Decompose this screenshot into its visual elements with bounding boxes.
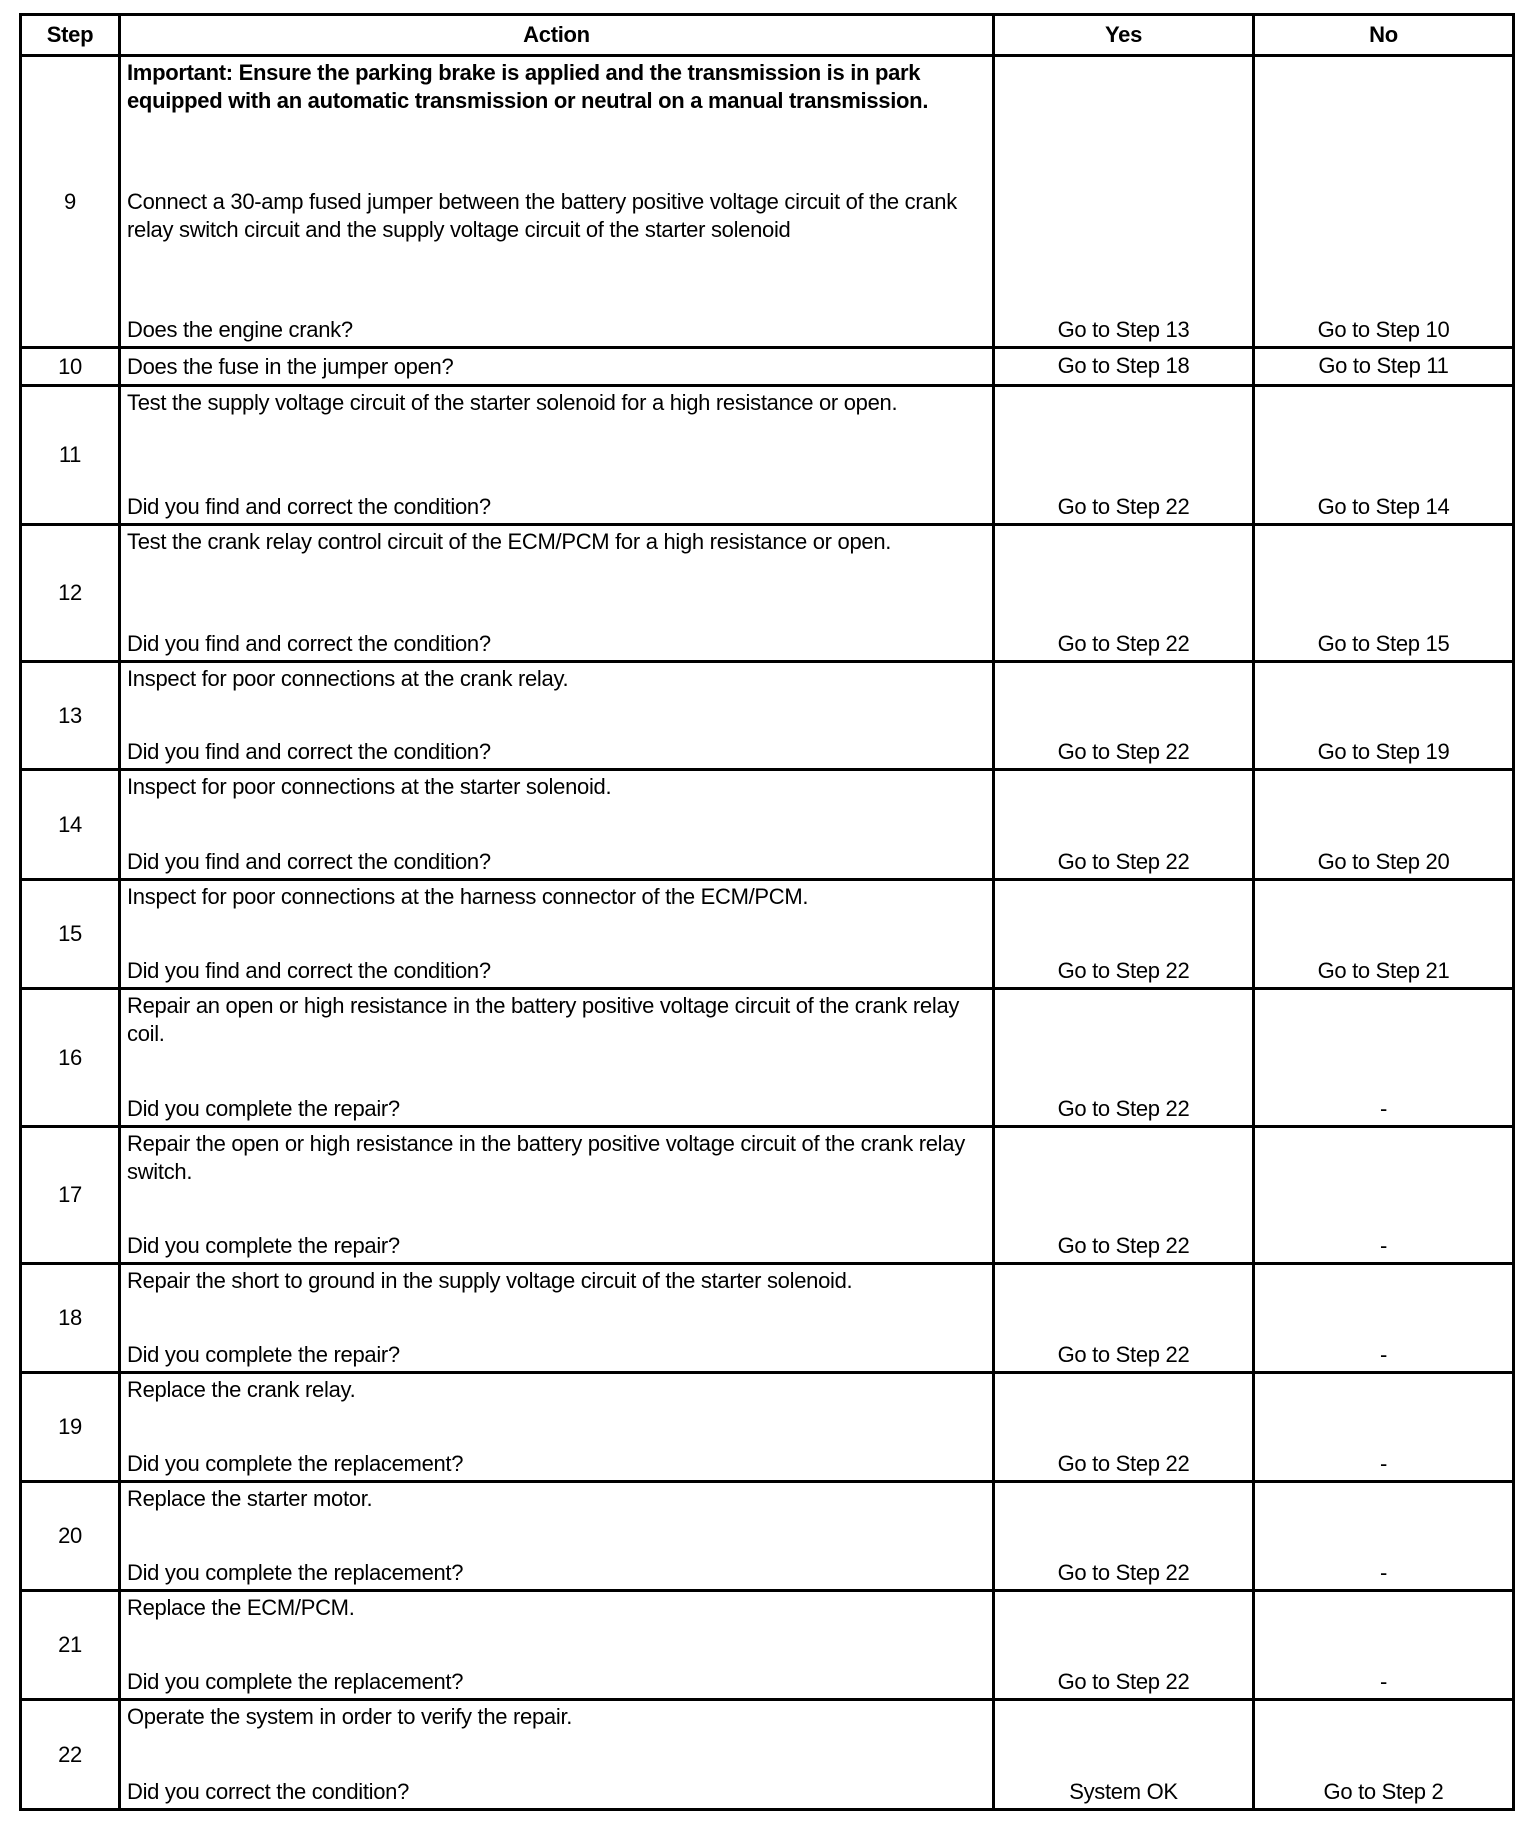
action-question: Does the fuse in the jumper open?: [127, 353, 454, 379]
action-cell: [120, 56, 994, 348]
yes-result: Go to Step 13: [994, 56, 1254, 348]
step-number: 18: [21, 1264, 120, 1373]
table-row: [21, 1373, 1514, 1482]
action-cell: [120, 1700, 994, 1810]
yes-result: Go to Step 22: [994, 1482, 1254, 1591]
step-number: 14: [21, 770, 120, 880]
action-cell: [120, 1127, 994, 1264]
table-row: [21, 56, 1514, 348]
action-cell: [120, 1264, 994, 1373]
yes-result: Go to Step 22: [994, 989, 1254, 1127]
yes-result: Go to Step 22: [994, 386, 1254, 525]
table-row: [21, 1482, 1514, 1591]
header-no: No: [1254, 15, 1514, 56]
header-yes: Yes: [994, 15, 1254, 56]
no-result: -: [1254, 1373, 1514, 1482]
no-result: -: [1254, 1482, 1514, 1591]
no-result: Go to Step 11: [1254, 348, 1514, 386]
no-result: -: [1254, 1591, 1514, 1700]
action-instruction: Inspect for poor connections at the crank relay.: [127, 666, 569, 691]
action-instruction: Repair an open or high resistance in the battery positive voltage circuit of the crank relay coil.: [127, 993, 960, 1046]
action-instruction: Inspect for poor connections at the harness connector of the ECM/PCM.: [127, 884, 809, 909]
table-row: [21, 1700, 1514, 1810]
diagnostic-table: [19, 13, 1515, 1811]
table-row: [21, 1591, 1514, 1700]
action-cell: [120, 662, 994, 770]
action-question: Did you complete the replacement?: [127, 1451, 464, 1476]
step-number: 9: [21, 56, 120, 348]
action-instruction: Repair the open or high resistance in the battery positive voltage circuit of the crank relay switch.: [127, 1131, 965, 1184]
table-row: [21, 1264, 1514, 1373]
action-instruction: Operate the system in order to verify the repair.: [127, 1704, 573, 1729]
no-result: Go to Step 19: [1254, 662, 1514, 770]
no-result: -: [1254, 1264, 1514, 1373]
yes-result: Go to Step 22: [994, 1591, 1254, 1700]
action-question: Did you find and correct the condition?: [127, 631, 491, 656]
no-result: Go to Step 14: [1254, 386, 1514, 525]
action-question: Did you find and correct the condition?: [127, 494, 491, 519]
step-number: 12: [21, 525, 120, 662]
no-result: Go to Step 15: [1254, 525, 1514, 662]
step-number: 13: [21, 662, 120, 770]
important-note: Important: Ensure the parking brake is applied and the transmission is in park equipped with an automatic transmission or neutral on a manual transmission.: [127, 60, 929, 113]
yes-result: Go to Step 22: [994, 770, 1254, 880]
action-cell: [120, 989, 994, 1127]
step-number: 17: [21, 1127, 120, 1264]
action-cell: [120, 525, 994, 662]
action-instruction: Connect a 30-amp fused jumper between the battery positive voltage circuit of the crank relay switch circuit and the supply voltage circuit of the starter solenoid: [127, 188, 957, 242]
table-row: [21, 386, 1514, 525]
yes-result: Go to Step 22: [994, 662, 1254, 770]
no-result: Go to Step 21: [1254, 880, 1514, 989]
action-question: Did you complete the replacement?: [127, 1669, 464, 1694]
action-question: Did you complete the repair?: [127, 1233, 400, 1258]
step-number: 20: [21, 1482, 120, 1591]
step-number: 19: [21, 1373, 120, 1482]
yes-result: Go to Step 22: [994, 1127, 1254, 1264]
step-number: 15: [21, 880, 120, 989]
no-result: Go to Step 10: [1254, 56, 1514, 348]
action-question: Did you find and correct the condition?: [127, 958, 491, 983]
table-row: [21, 662, 1514, 770]
action-instruction: Test the supply voltage circuit of the starter solenoid for a high resistance or open.: [127, 390, 898, 415]
action-cell: [120, 770, 994, 880]
action-instruction: Replace the crank relay.: [127, 1377, 356, 1402]
action-question: Did you find and correct the condition?: [127, 849, 491, 874]
header-step: Step: [21, 15, 120, 56]
action-instruction: Test the crank relay control circuit of the ECM/PCM for a high resistance or open.: [127, 529, 892, 554]
yes-result: Go to Step 22: [994, 525, 1254, 662]
action-instruction: Replace the starter motor.: [127, 1486, 373, 1511]
action-question: Did you complete the repair?: [127, 1096, 400, 1121]
step-number: 21: [21, 1591, 120, 1700]
step-number: 22: [21, 1700, 120, 1810]
action-cell: [120, 1591, 994, 1700]
action-question: Did you find and correct the condition?: [127, 739, 491, 764]
table-row: [21, 525, 1514, 662]
action-instruction: Inspect for poor connections at the starter solenoid.: [127, 774, 612, 799]
table-row: [21, 770, 1514, 880]
action-question: Did you correct the condition?: [127, 1779, 410, 1804]
action-instruction: Repair the short to ground in the supply voltage circuit of the starter solenoid.: [127, 1268, 853, 1293]
action-cell: [120, 1482, 994, 1591]
action-question: Does the engine crank?: [127, 317, 353, 342]
action-instruction: Replace the ECM/PCM.: [127, 1595, 355, 1620]
action-cell: [120, 880, 994, 989]
yes-result: Go to Step 22: [994, 1264, 1254, 1373]
action-question: Did you complete the replacement?: [127, 1560, 464, 1585]
yes-result: Go to Step 22: [994, 880, 1254, 989]
action-question: Did you complete the repair?: [127, 1342, 400, 1367]
action-cell: [120, 348, 994, 386]
no-result: -: [1254, 1127, 1514, 1264]
table-row: [21, 1127, 1514, 1264]
no-result: Go to Step 2: [1254, 1700, 1514, 1810]
table-row: [21, 989, 1514, 1127]
yes-result: Go to Step 18: [994, 348, 1254, 386]
table-row: [21, 880, 1514, 989]
header-action: Action: [120, 15, 994, 56]
no-result: -: [1254, 989, 1514, 1127]
table-row: [21, 348, 1514, 386]
step-number: 11: [21, 386, 120, 525]
step-number: 16: [21, 989, 120, 1127]
step-number: 10: [21, 348, 120, 386]
action-cell: [120, 1373, 994, 1482]
yes-result: System OK: [994, 1700, 1254, 1810]
yes-result: Go to Step 22: [994, 1373, 1254, 1482]
action-cell: [120, 386, 994, 525]
no-result: Go to Step 20: [1254, 770, 1514, 880]
header-row: [21, 15, 1514, 56]
